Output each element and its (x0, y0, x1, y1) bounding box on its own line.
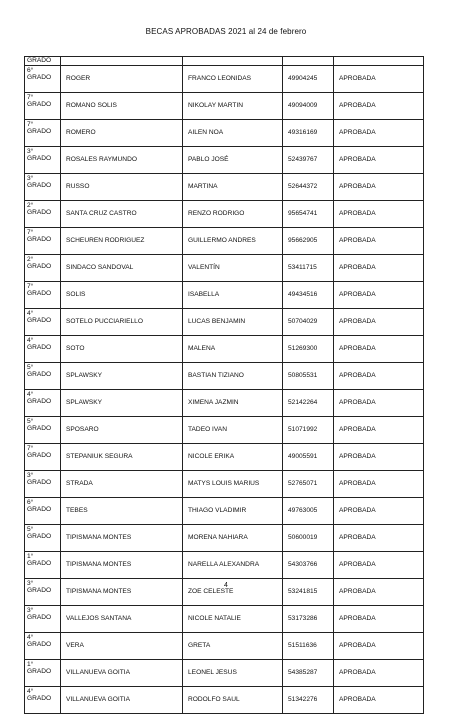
status-cell: APROBADA (334, 282, 424, 309)
table-row (25, 444, 424, 471)
grade-suffix: GRADO (27, 668, 52, 676)
grade-value: 7° (27, 445, 34, 452)
surname-cell: VILLANUEVA GOITIA (61, 660, 183, 687)
table-row (25, 174, 424, 201)
surname-cell: VERA (61, 633, 183, 660)
grade-cell (25, 606, 61, 633)
names-cell: AILEN NOA (183, 120, 283, 147)
status-cell: APROBADA (334, 606, 424, 633)
status-cell: APROBADA (334, 417, 424, 444)
document-title: BECAS APROBADAS 2021 al 24 de febrero (145, 27, 307, 36)
status-cell: APROBADA (334, 687, 424, 714)
grade-value: 7° (27, 229, 34, 236)
grade-cell (25, 309, 61, 336)
names-cell: MARTINA (183, 174, 283, 201)
status-cell: APROBADA (334, 633, 424, 660)
surname-cell: ROGER (61, 66, 183, 93)
grade-suffix: GRADO (27, 479, 52, 487)
table-row (25, 201, 424, 228)
grade-suffix: GRADO (27, 614, 52, 622)
grade-value: 5° (27, 418, 34, 425)
status-cell: APROBADA (334, 471, 424, 498)
id-cell: 49434516 (283, 282, 334, 309)
id-cell: 51071992 (283, 417, 334, 444)
surname-cell: TIPISMANA MONTES (61, 579, 183, 606)
table-row (25, 525, 424, 552)
names-cell: NIKOLAY MARTIN (183, 93, 283, 120)
id-cell: 52644372 (283, 174, 334, 201)
names-cell: TADEO IVAN (183, 417, 283, 444)
id-cell: 49763005 (283, 498, 334, 525)
grade-cell (25, 336, 61, 363)
id-cell: 52765071 (283, 471, 334, 498)
surname-cell: STRADA (61, 471, 183, 498)
id-cell: 95662905 (283, 228, 334, 255)
names-cell: LUCAS BENJAMIN (183, 309, 283, 336)
id-cell: 54303766 (283, 552, 334, 579)
status-cell: APROBADA (334, 660, 424, 687)
grade-suffix: GRADO (27, 209, 52, 217)
table-row (25, 282, 424, 309)
grade-cell (25, 417, 61, 444)
status-cell: APROBADA (334, 66, 424, 93)
status-cell: APROBADA (334, 228, 424, 255)
id-cell: 53241815 (283, 579, 334, 606)
names-cell: GRETA (183, 633, 283, 660)
status-cell: APROBADA (334, 390, 424, 417)
status-cell: APROBADA (334, 174, 424, 201)
table-row (25, 228, 424, 255)
surname-cell: VALLEJOS SANTANA (61, 606, 183, 633)
grade-value: 7° (27, 283, 34, 290)
status-cell: APROBADA (334, 93, 424, 120)
id-cell: 49094009 (283, 93, 334, 120)
grade-suffix: GRADO (27, 587, 52, 595)
names-cell (183, 57, 283, 66)
id-cell: 53173286 (283, 606, 334, 633)
grade-cell (25, 282, 61, 309)
grade-suffix: GRADO (27, 398, 52, 406)
grade-value: 3° (27, 580, 34, 587)
grade-value: 3° (27, 607, 34, 614)
grade-suffix: GRADO (27, 560, 52, 568)
grade-cell (25, 120, 61, 147)
surname-cell: ROMANO SOLIS (61, 93, 183, 120)
grade-suffix: GRADO (27, 128, 52, 136)
id-cell: 53411715 (283, 255, 334, 282)
surname-cell: SPLAWSKY (61, 390, 183, 417)
grade-cell (25, 390, 61, 417)
grade-suffix: GRADO (27, 182, 52, 190)
names-cell: GUILLERMO ANDRES (183, 228, 283, 255)
grade-value: 3° (27, 472, 34, 479)
grade-cell (25, 552, 61, 579)
surname-cell: SOLIS (61, 282, 183, 309)
id-cell (283, 57, 334, 66)
table-row (25, 57, 424, 66)
status-cell: APROBADA (334, 309, 424, 336)
id-cell: 52439767 (283, 147, 334, 174)
id-cell: 95654741 (283, 201, 334, 228)
names-cell: FRANCO LEONIDAS (183, 66, 283, 93)
names-cell: LEONEL JESUS (183, 660, 283, 687)
surname-cell: SCHEUREN RODRIGUEZ (61, 228, 183, 255)
names-cell: ISABELLA (183, 282, 283, 309)
table-row (25, 66, 424, 93)
status-cell: APROBADA (334, 552, 424, 579)
grade-value: 6° (27, 67, 34, 74)
surname-cell: ROSALES RAYMUNDO (61, 147, 183, 174)
table-row (25, 417, 424, 444)
table-row (25, 336, 424, 363)
names-cell: VALENTÍN (183, 255, 283, 282)
status-cell: APROBADA (334, 444, 424, 471)
grade-suffix: GRADO (27, 425, 52, 433)
status-cell: APROBADA (334, 498, 424, 525)
grade-value: 7° (27, 121, 34, 128)
grade-value: 2° (27, 256, 34, 263)
approved-scholarships-table (24, 56, 424, 714)
grade-cell (25, 498, 61, 525)
names-cell: PABLO JOSÉ (183, 147, 283, 174)
grade-cell (25, 93, 61, 120)
table-row (25, 390, 424, 417)
grade-value: 2° (27, 202, 34, 209)
surname-cell: TEBES (61, 498, 183, 525)
status-cell: APROBADA (334, 255, 424, 282)
surname-cell (61, 57, 183, 66)
grade-value: 6° (27, 499, 34, 506)
surname-cell: SOTO (61, 336, 183, 363)
grade-cell (25, 633, 61, 660)
grade-cell: GRADO (25, 57, 61, 66)
names-cell: RODOLFO SAUL (183, 687, 283, 714)
id-cell: 49316169 (283, 120, 334, 147)
table-row (25, 255, 424, 282)
table-row (25, 471, 424, 498)
table-row (25, 147, 424, 174)
status-cell: APROBADA (334, 147, 424, 174)
grade-value: 4° (27, 391, 34, 398)
surname-cell: VILLANUEVA GOITIA (61, 687, 183, 714)
status-cell: APROBADA (334, 336, 424, 363)
surname-cell: ROMERO (61, 120, 183, 147)
grade-suffix: GRADO (27, 236, 52, 244)
names-cell: THIAGO VLADIMIR (183, 498, 283, 525)
grade-value: 5° (27, 364, 34, 371)
grade-suffix: GRADO (27, 695, 52, 703)
names-cell: NARELLA ALEXANDRA (183, 552, 283, 579)
status-cell: APROBADA (334, 525, 424, 552)
grade-value: 4° (27, 688, 34, 695)
id-cell: 50600019 (283, 525, 334, 552)
grade-suffix: GRADO (27, 317, 52, 325)
grade-suffix: GRADO (27, 155, 52, 163)
grade-cell (25, 228, 61, 255)
names-cell: MATYS LOUIS MARIUS (183, 471, 283, 498)
table-row (25, 363, 424, 390)
grade-cell (25, 255, 61, 282)
status-cell: APROBADA (334, 579, 424, 606)
grade-value: 1° (27, 661, 34, 668)
grade-value: 4° (27, 310, 34, 317)
status-cell: APROBADA (334, 363, 424, 390)
names-cell: MORENA NAHIARA (183, 525, 283, 552)
table-row (25, 120, 424, 147)
grade-value: 5° (27, 526, 34, 533)
grade-suffix: GRADO (27, 452, 52, 460)
surname-cell: SINDACO SANDOVAL (61, 255, 183, 282)
grade-suffix: GRADO (27, 263, 52, 271)
surname-cell: SOTELO PUCCIARIELLO (61, 309, 183, 336)
id-cell: 50704029 (283, 309, 334, 336)
grade-suffix: GRADO (27, 74, 52, 82)
grade-cell (25, 147, 61, 174)
names-cell: NICOLE NATALIE (183, 606, 283, 633)
grade-cell (25, 363, 61, 390)
status-cell (334, 57, 424, 66)
grade-cell (25, 687, 61, 714)
id-cell: 49904245 (283, 66, 334, 93)
surname-cell: SANTA CRUZ CASTRO (61, 201, 183, 228)
surname-cell: SPLAWSKY (61, 363, 183, 390)
surname-cell: TIPISMANA MONTES (61, 552, 183, 579)
grade-value: 1° (27, 553, 34, 560)
table-row (25, 660, 424, 687)
grade-suffix: GRADO (27, 290, 52, 298)
id-cell: 50805531 (283, 363, 334, 390)
grade-cell (25, 66, 61, 93)
names-cell: BASTIAN TIZIANO (183, 363, 283, 390)
id-cell: 51511636 (283, 633, 334, 660)
grade-cell (25, 471, 61, 498)
id-cell: 51342276 (283, 687, 334, 714)
grade-cell (25, 525, 61, 552)
table-row (25, 498, 424, 525)
grade-value: 3° (27, 175, 34, 182)
grade-value: 4° (27, 634, 34, 641)
status-cell: APROBADA (334, 201, 424, 228)
id-cell: 52142264 (283, 390, 334, 417)
grade-value: 4° (27, 337, 34, 344)
names-cell: XIMENA JAZMIN (183, 390, 283, 417)
surname-cell: SPOSARO (61, 417, 183, 444)
id-cell: 51269300 (283, 336, 334, 363)
names-cell: RENZO RODRIGO (183, 201, 283, 228)
grade-suffix: GRADO (27, 101, 52, 109)
grade-value: 3° (27, 148, 34, 155)
names-cell: NICOLE ERIKA (183, 444, 283, 471)
grade-cell (25, 174, 61, 201)
status-cell: APROBADA (334, 120, 424, 147)
names-cell: ZOE CELESTE (183, 579, 283, 606)
table-row (25, 606, 424, 633)
grade-cell (25, 660, 61, 687)
grade-suffix: GRADO (27, 344, 52, 352)
grade-value: 7° (27, 94, 34, 101)
table-row (25, 687, 424, 714)
surname-cell: RUSSO (61, 174, 183, 201)
table-row (25, 309, 424, 336)
table-row (25, 93, 424, 120)
id-cell: 49005591 (283, 444, 334, 471)
id-cell: 54385287 (283, 660, 334, 687)
names-cell: MALENA (183, 336, 283, 363)
grade-suffix: GRADO (27, 506, 52, 514)
grade-suffix: GRADO (27, 641, 52, 649)
grade-suffix: GRADO (27, 371, 52, 379)
table-row (25, 552, 424, 579)
page-number: 4 (224, 582, 228, 589)
surname-cell: STEPANIUK SEGURA (61, 444, 183, 471)
table-row (25, 633, 424, 660)
grade-cell (25, 201, 61, 228)
grade-cell (25, 444, 61, 471)
surname-cell: TIPISMANA MONTES (61, 525, 183, 552)
grade-suffix: GRADO (27, 533, 52, 541)
